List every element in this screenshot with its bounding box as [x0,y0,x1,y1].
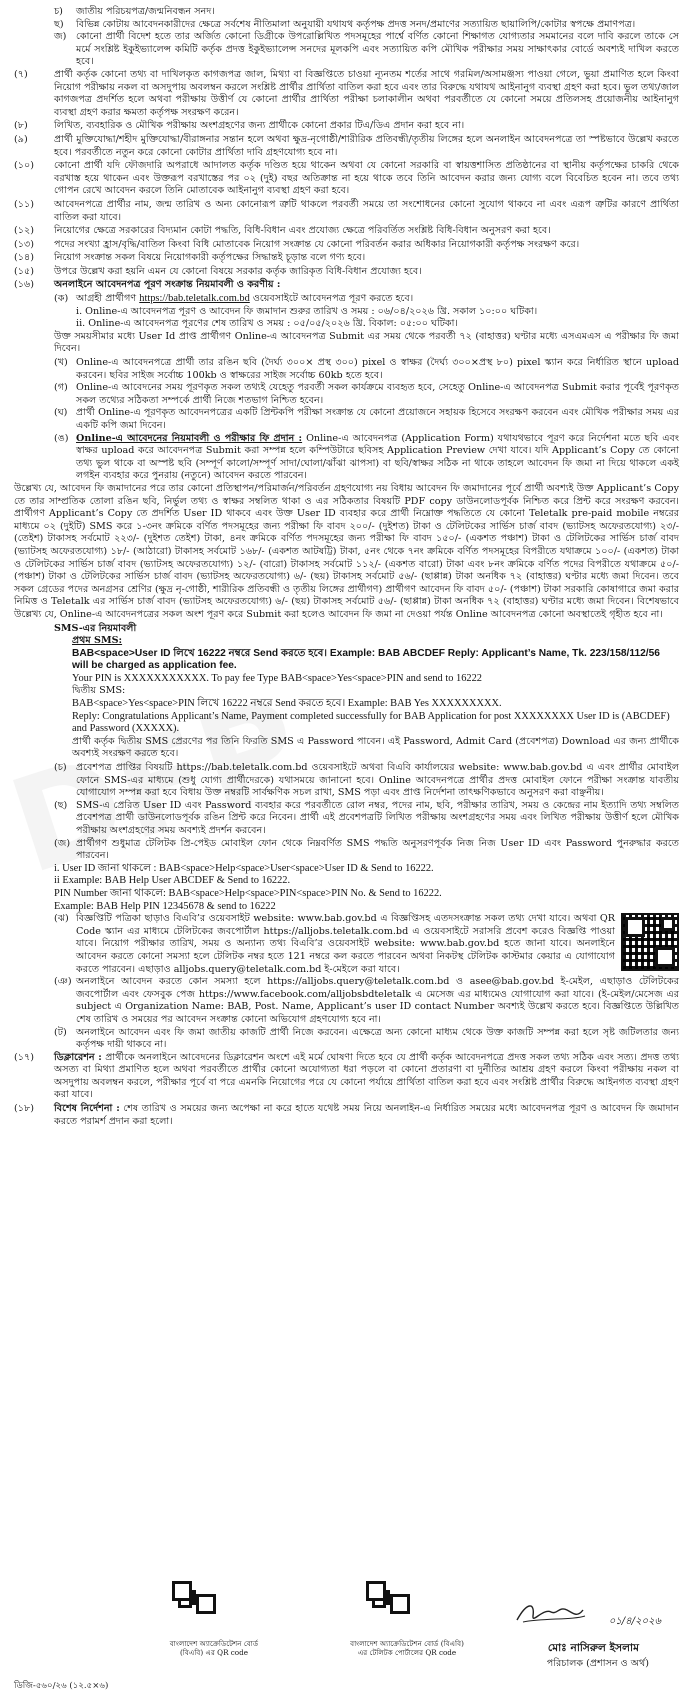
list-item: (জ) প্রার্থীগণ শুধুমাত্র টেলিটক প্রি-পেইড মোবাইল ফোন থেকে নিম্নবর্ণিত SMS পদ্ধতি অনুসরণপূর্বক নিজ নিজ User ID এবং Password পুনরুদ্ধার করতে পারবেন। [54,837,679,862]
list-item: (চ) প্রবেশপত্র প্রাপ্তির বিষয়টি https://bab.teletalk.com.bd ওয়েবসাইটে অথবা বিএবি কার্যালয়ের website: www.bab.gov.bd এ এবং প্রার্থীর মোবাইল ফোনে SMS-এর মাধ্যমে (শুধু যোগ্য প্রার্থীদেরকে) যথাসময়ে জানানো হবে। Online আবেদনপত্রে প্রার্থীর প্রদত্ত মোবাইল ফোনে পরীক্ষা সংক্রান্ত যাবতীয় যোগাযোগ সম্পন্ন করা হবে বিধায় উক্ত নম্বরটি সার্বক্ষণিক সচল রাখা, SMS পড়া এবং প্রাপ্ত নির্দেশনা তাৎক্ষণিকভাবে অনুসরণ করা বাঞ্ছনীয়। [54,762,679,799]
numbered-items [14,69,679,279]
online-sub-items: (ক) আগ্রহী প্রার্থীগণ https://bab.teletalk.com.bd ওয়েবসাইটে আবেদনপত্র পূরণ করতে হবে। i. Online-এ আবেদনপত্র পূরণ ও আবেদন ফি জমাদান শুরুর তারিখ ও সময় : ০৬/০৪/২০২৬ খ্রি. সকাল ১০:০০ ঘটিকা। ii. Online-এ আবেদনপত্র পূরণের শেষ তারিখ ও সময় : ০৫/০৫/২০২৬ খ্রি. বিকাল: ০৫:০০ ঘটিকা। উক্ত সময়সীমার মধ্যে User Id প্রাপ্ত প্রার্থীগণ Online-এ আবেদনপত্র Submit এর সময় থেকে পরবর্তী ৭২ (বাহাত্তর) ঘণ্টার মধ্যে এসএমএস এ পরীক্ষার ফি জমা দিবেন। (খ) Online-এ আবেদনপত্রে প্রার্থী তার রঙিন ছবি (দৈর্ঘ্য ৩০০× প্রস্থ ৩০০) pixel ও স্বাক্ষর (দৈর্ঘ্য ৩০০×প্রস্থ ৮০) pixel স্ক্যান করে নির্ধারিত স্থানে upload করবেন। ছবির সাইজ সর্বোচ্চ 100kb ও স্বাক্ষরের সাইজ সর্বোচ্চ 60kb হতে হবে। (গ) Online-এ আবেদনের সময় পূরণকৃত সকল তথ্যই যেহেতু পরবর্তী সকল কার্যক্রমে ব্যবহৃত হবে, সেহেতু Online-এ আবেদনপত্র Submit করার পূর্বেই পূরণকৃত সকল তথ্যের সঠিকতা সম্পর্কে প্রার্থী নিজে শতভাগ নিশ্চিত হবেন। (ঘ) প্রার্থী Online-এ পূরণকৃত আবেদনপত্রের একটি প্রিন্টকপি পরীক্ষা সংক্রান্ত যে কোনো প্রয়োজনে সহায়ক হিসেবে সংরক্ষণ করবেন এবং মৌখিক পরীক্ষার সময় এর একটি কপি জমা দিবেন। (ঙ) Online-এ আবেদনের নিয়মাবলী ও পরীক্ষার ফি প্রদান : Online-এ আবেদনপত্র (Application Form) যথাযথভাবে পূরণ করে নির্দেশনা মতে ছবি এবং স্বাক্ষর upload করে আবেদনপত্র Submit করা সম্পন্ন হলে কম্পিউটারে ছবিসহ Application Preview দেখা যাবে। যদি Applicant’s Copy তে কোনো তথ্য ভুল থাকে বা অস্পষ্ট ছবি (সম্পূর্ণ কালো/সম্পূর্ণ সাদা/ঘোলা/ঝাঁঝা ঝাপসা) বা ছবি/স্বাক্ষর সঠিক না থাকে তাহলে আবেদন ফি জমা না দিয়ে থাকলে একই লগইন ব্যবহার করে পুনরায় (নতুনে) আবেদন করতে পারবেন। [54,293,679,482]
bab-qr-code-icon[interactable] [192,1590,196,1605]
teletalk-link[interactable]: https://bab.teletalk.com.bd [139,293,250,305]
list-item: (১৫) উপরে উল্লেখ করা হয়নি এমন যে কোনো বিষয়ে সরকার কর্তৃক জারিকৃত বিধি-বিধান প্রযোজ্য হবে। [14,265,422,277]
sub-items-3 [14,913,679,1052]
list-item: (গ) Online-এ আবেদনের সময় পূরণকৃত সকল তথ্যই যেহেতু পরবর্তী সকল কার্যক্রমে ব্যবহৃত হবে, সেহেতু Online-এ আবেদনপত্র Submit করার পূর্বেই পূরণকৃত সকল তথ্যের সঠিকতা সম্পর্কে প্রার্থী নিজে শতভাগ নিশ্চিত হবেন। [54,382,679,406]
first-sms-heading: প্রথম SMS: [72,635,123,647]
list-item: (১০) কোনো প্রার্থী যদি ফৌজদারি অপরাধে আদালত কর্তৃক দণ্ডিত হয়ে থাকেন অথবা যে কোনো সরকারি বা স্বায়ত্তশাসিত প্রতিষ্ঠানের বা স্থানীয় কর্তৃপক্ষের চাকরি থেকে বরখাস্ত হয়ে থাকেন এবং উক্তরূপ বরখাস্তের পর ০২ (দুই) বছর অতিক্রান্ত না হয়ে থাকে তবে তিনি আবেদন করার জন্য যোগ্য বলে বিবেচিত হবেন না। তবে তথ্য গোপন রেখে আবেদন করলে তিনি মোতাবেক আইনানুগ ব্যবস্থা গ্রহণ করা হবে। [14,160,679,197]
list-item: জ) কোনো প্রার্থী বিদেশ হতে তার অর্জিত কোনো ডিগ্রীকে উপরোল্লিখিত পদসমূহের পার্শ্বে বর্ণিত কোনো শিক্ষাগত যোগ্যতার সমমানের বলে দাবি করলে তাকে সে মর্মে সংশ্লিষ্ট ইকুইভ্যালেন্স কমিটি কর্তৃক প্রদত্ত ইকুইভ্যালেন্স সনদের মূলকপি এবং সত্যায়িত কপি মৌখিক পরীক্ষার সময় সাক্ষাৎকার বোর্ডে অবশ্যই দাখিল করতে হবে। [54,31,679,68]
section-heading: অনলাইনে আবেদনপত্র পূরণ সংক্রান্ত নিয়মাবলী ও করণীয় : [54,279,281,291]
sms-heading: SMS-এর নিয়মাবলী [54,622,137,634]
signature-date: ০১/৪/২০২৬ [608,1616,661,1627]
list-item: (ক) আগ্রহী প্রার্থীগণ https://bab.teletalk.com.bd ওয়েবসাইটে আবেদনপত্র পূরণ করতে হবে। [54,293,414,305]
sms-section: SMS-এর নিয়মাবলী প্রথম SMS: BAB<space>User ID লিখে 16222 নম্বরে Send করতে হবে। Example: BAB ABCDEF Reply: Applicant’s Name, Tk. 223/158/112/56 will be charged as application fee. Your PIN is XXXXXXXXXXX. To pay fee Type BAB<space>Yes<space>PIN and send to 16222 দ্বিতীয় SMS: BAB<space>Yes<space>PIN লিখে 16222 নম্বরে Send করতে হবে। Example: BAB Yes XXXXXXXXX. Reply: Congratulations Applicant’s Name, Payment completed successfully for BAB Application for post XXXXXXXX User ID is (ABCDEF) and Password (XXXXX). প্রার্থী কর্তৃক দ্বিতীয় SMS প্রেরণের পর তিনি ফিরতি SMS এ Password পাবেন। এই Password, Admit Card (প্রবেশপত্র) Download এর জন্য প্রার্থীকে অবশ্যই সংরক্ষণ করতে হবে। [54,622,679,760]
signatory-name: মোঃ নাসিরুল ইসলাম [547,1642,639,1654]
list-item: (৮) লিখিত, ব্যবহারিক ও মৌখিক পরীক্ষায় অংশগ্রহণের জন্য প্রার্থীকে কোনো প্রকার টিএ/ডিএ প্রদান করা হবে না। [14,120,465,132]
list-item: (ঘ) প্রার্থী Online-এ পূরণকৃত আবেদনপত্রের একটি প্রিন্টকপি পরীক্ষা সংক্রান্ত যে কোনো প্রয়োজনে সহায়ক হিসেবে সংরক্ষণ করবেন এবং মৌখিক পরীক্ষার সময় এর একটি কপি জমা দিবেন। [54,407,679,431]
signature-icon [513,1598,623,1628]
recovery-lines: i. User ID জানা থাকলে : BAB<space>Help<space>User<space>User ID & Send to 16222. ii Example: BAB Help User ABCDEF & Send to 16222. PIN Number জানা থাকলে: BAB<space>Help<space>PIN<space>PIN No. & Send to 16222. Example: BAB Help PIN 12345678 & send to 16222 [54,862,442,912]
list-item: ছ) বিভিন্ন কোটায় আবেদনকারীদের ক্ষেত্রে সর্বশেষ নীতিমালা অনুযায়ী যথাযথ কর্তৃপক্ষ প্রদত্ত সনদ/প্রমাণের সত্যায়িত ছায়ালিপি/কোটার স্বপক্ষে প্রমাণপত্র। [54,18,636,30]
list-item: (ঞ) অনলাইনে আবেদন করতে কোন সমস্যা হলে https://alljobs.query@teletalk.com.bd ও asee@bab.gov.bd ই-মেইল, এছাড়াও টেলিটকের জবপোর্টাল এবং ফেসবুক পেজ https://www.facebook.com/alljobsbdteletalk এ মেসেজ এর মাধ্যমেও যোগাযোগ করা যাবে। (ই-মেইল/মেসেজ এর subject এ Organization Name: BAB, Post. Name, Applicant’s user ID contact Number অবশ্যই উল্লেখ করতে হবে। বিজ্ঞপ্তিতে উল্লিখিত শেষ তারিখ ও সময়ের পর আবেদন সংক্রান্ত কোনো অভিযোগ গ্রহণযোগ্য হবে না। [54,976,679,1025]
list-item: (৭) প্রার্থী কর্তৃক কোনো তথ্য বা দাখিলকৃত কাগজপত্র জাল, মিথ্যা বা বিজ্ঞপ্তিতে চাওয়া ন্যূনতম শর্তের সাথে গরমিল/অসামঞ্জস্য পাওয়া গেলে, ভুয়া প্রমাণিত হলে কিংবা নিয়োগ পরীক্ষায় নকল বা অসদুপায় অবলম্বন করলে সংশ্লিষ্ট প্রার্থীর প্রার্থিতা বাতিল করা হবে এবং তার বিরুদ্ধে যথাযথ আইনানুগ ব্যবস্থা গ্রহণ করা হবে। ভুল তথ্য/জাল কাগজপত্র প্রদর্শিত হলে অথবা পরীক্ষায় উত্তীর্ণ যে কোনো প্রার্থীর প্রার্থিতা পরীক্ষা চলাকালীন অথবা পরবর্তীতে যে কোনো সময়ে প্রতিলসহ প্রয়োজনীয় আইনানুগ ব্যবস্থা গ্রহণ করার ক্ষমতা কর্তৃপক্ষ সংরক্ষণ করেন। [14,68,679,118]
list-item: (ট) অনলাইনে আবেদন এবং ফি জমা জাতীয় কাজটি প্রার্থী নিজে করবেন। এক্ষেত্রে অন্য কোনো মাধ্যম থেকে উক্ত কাজটি সম্পন্ন করা হলে সৃষ্ট জটিলতার জন্য কর্তৃপক্ষ দায়ী থাকবে না। [54,1026,679,1051]
end-date-line: ii. Online-এ আবেদনপত্র পূরণের শেষ তারিখ ও সময় : ০৫/০৫/২০২৬ খ্রি. বিকাল: ০৫:০০ ঘটিকা। [76,318,458,330]
special-instruction-item: (১৮) বিশেষ নির্দেশনা : শেষ তারিখ ও সময়ের জন্য অপেক্ষা না করে হাতে যথেষ্ট সময় নিয়ে অনলাইন-এ নির্ধারিত সময়ের মধ্যে আবেদনপত্র পূরণ ও আবেদন ফি জমাদান করতে পরামর্শ প্রদান করা হলো। [14,1103,679,1127]
list-item: (ঙ) Online-এ আবেদনের নিয়মাবলী ও পরীক্ষার ফি প্রদান : Online-এ আবেদনপত্র (Application Form) যথাযথভাবে পূরণ করে নির্দেশনা মতে ছবি এবং স্বাক্ষর upload করে আবেদনপত্র Submit করা সম্পন্ন হলে কম্পিউটারে ছবিসহ Application Preview দেখা যাবে। যদি Applicant’s Copy তে কোনো তথ্য ভুল থাকে বা অস্পষ্ট ছবি (সম্পূর্ণ কালো/সম্পূর্ণ সাদা/ঘোলা/ঝাঁঝা ঝাপসা) বা ছবি/স্বাক্ষর সঠিক না থাকে তাহলে আবেদন ফি জমা না দিয়ে থাকলে একই লগইন ব্যবহার করে পুনরায় (নতুনে) আবেদন করতে পারবেন। [54,432,679,482]
qr-caption: বাংলাদেশ অ্যাক্রেডিটেশন বোর্ড (বিএবি) এর QR code [169,1639,259,1657]
reference-number: ডিজি-৫৬০/২৬ (১২.৫×৬) [14,1681,109,1691]
second-sms-heading: দ্বিতীয় SMS: [72,685,126,697]
footer [14,1588,679,1692]
online-application-section: (১৬) অনলাইনে আবেদনপত্র পূরণ সংক্রান্ত নিয়মাবলী ও করণীয় : [14,279,679,292]
teletalk-qr-code-icon[interactable] [386,1590,390,1605]
qr-caption: বাংলাদেশ অ্যাক্রেডিটেশন বোর্ড (বিএবি) এর টেলিটক পোর্টালের QR code [350,1639,464,1657]
watermark [15,735,297,837]
website-qr-code-icon[interactable] [621,913,679,971]
declaration-item: (১৭) ডিক্লারেশন : প্রার্থীকে অনলাইনে আবেদনের ডিক্লারেশন অংশে এই মর্মে ঘোষণা দিতে হবে যে প্রার্থী কর্তৃক আবেদনপত্রে প্রদত্ত সকল তথ্য সঠিক এবং সত্য। প্রদত্ত তথ্য অসত্য বা মিথ্যা প্রমাণিত হলে অথবা পরবর্তীতে প্রার্থীর কোনো অযোগ্যতা ধরা পড়লে বা কোনো প্রতারণা বা দুর্নীতির আশ্রয় গ্রহণ করলে কিংবা পরীক্ষায় নকল বা অসদুপায় অবলম্বন করলে, পরীক্ষার পূর্বে বা পরে এমনকি নিয়োগের পরে যে কোনো পর্যায়ে প্রার্থিতা বাতিল করা হবে এবং সংশ্লিষ্ট প্রার্থীর বিরুদ্ধে আইনগত ব্যবস্থা গ্রহণ করা যাবে। [14,1051,679,1101]
list-item: (১১) আবেদনপত্রে প্রার্থীর নাম, জন্ম তারিখ ও অন্য কোনোরূপ ত্রুটি থাকলে পরবর্তী সময়ে তা সংশোধনের কোনো সুযোগ থাকবে না এবং এরূপ ত্রুটির কারণে প্রার্থিতা বাতিল করা যাবে। [14,198,679,223]
list-item: (ঝ) বিজ্ঞপ্তিটি পত্রিকা ছাড়াও বিএবি’র ওয়েবসাইট website: www.bab.gov.bd এ বিজ্ঞপ্তিসহ এতদসংক্রান্ত সকল তথ্য দেখা যাবে। অথবা QR Code স্ক্যান এর মাধ্যমে টেলিটকের জবপোর্টাল https://alljobs.teletalk.com.bd এ ওয়েবসাইটে সরাসরি প্রবেশ করেও বিজ্ঞপ্তি পাওয়া যাবে। নিয়োগ পরীক্ষার তারিখ, সময় ও অন্যান্য তথ্য বিএবি’র ওয়েবসাইট website: www.bab.gov.bd হতে জানা যাবে। অনলাইনে আবেদন করতে কোনো সমস্যা হলে টেলিটক নম্বর হতে 121 নম্বরে কল করতে পারবেন অথবা নিকটস্থ টেলিটক কাস্টমার কেয়ার এ যোগাযোগ করতে পারবেন। এছাড়াও alljobs.query@teletalk.com.bd ই-মেইলে করা যাবে। [54,913,679,976]
list-item: (ছ) SMS-এ প্রেরিত User ID এবং Password ব্যবহার করে পরবর্তীতে রোল নম্বর, পদের নাম, ছবি, পরীক্ষার তারিখ, সময় ও কেন্দ্রের নাম ইত্যাদি তথ্য সম্বলিত প্রবেশপত্র প্রার্থী ডাউনলোডপূর্বক রঙিন প্রিন্ট করে নিবেন। প্রার্থী এই প্রবেশপত্রটি লিখিত পরীক্ষায় অংশগ্রহণের সময় এবং লিখিত পরীক্ষায় উত্তীর্ণ হলে মৌখিক পরীক্ষায় অংশগ্রহণের সময় অবশ্যই প্রদর্শন করবেন। [54,799,679,836]
list-item: (১২) নিয়োগের ক্ষেত্রে সরকারের বিদ্যমান কোটা পদ্ধতি, বিধি-বিধান এবং প্রযোজ্য ক্ষেত্রে পরিবর্তিত সংশ্লিষ্ট বিধি-বিধান অনুসরণ করা হবে। [14,225,551,237]
list-item: চ) জাতীয় পরিচয়পত্র/জন্মনিবন্ধন সনদ। [54,6,215,17]
fee-paragraph: উল্লেখ্য যে, আবেদন ফি জমাদানের পরে তার কোনো প্রতিস্থাপন/পরিমার্জন/পরিবর্তন গ্রহণযোগ্য নয় বিধায় আবেদন ফি জমাদানের পূর্বে প্রার্থী অবশ্যই উক্ত Applicant’s Copy তে তার সাম্প্রতিক তোলা রঙিন ছবি, নির্ভুল তথ্য ও স্বাক্ষর সম্বলিত থাকা ও এর সঠিকতার বিষয়টি PDF copy ডাউনলোডপূর্বক নিশ্চিত করে প্রিন্ট করে সংরক্ষণ করবেন। প্রার্থীগণ Applicant’s Copy তে প্রদর্শিত User ID থাকবে এবং উক্ত User ID ব্যবহার করে প্রার্থী নিম্নোক্ত পদ্ধতিতে যে কোনো Teletalk pre-paid mobile নম্বরের মাধ্যমে ০২ (দুইটি) SMS করে ১-৩নং ক্রমিকে বর্ণিত পদসমূহের জন্য পরীক্ষা ফি বাবদ ২০০/- (দুইশত) টাকা ও টেলিটকের সার্ভিস চার্জ বাবদ (ভ্যাটসহ অফেরতযোগ্য) ২৩/- (তেইশ) টাকাসহ সর্বমোট ২২৩/- (দুইশত তেইশ) টাকা, ৪নং ক্রমিকে বর্ণিত পদসমূহের জন্য পরীক্ষা ফি বাবদ ১৫০/- (একশত পঞ্চাশ) টাকা ও টেলিটকের সার্ভিস চার্জ বাবদ (ভ্যাটসহ অফেরতযোগ্য) ১৮/- (আঠারো) টাকাসহ সর্বমোট ১৬৮/- (একশত আটষট্টি) টাকা, ৫নং থেকে ৭নং ক্রমিকে বর্ণিত পদসমূহের বিপরীতে যথাক্রমে ১০০/- (একশত) টাকা ও টেলিটকের সার্ভিস চার্জ বাবদ (ভ্যাটসহ অফেরতযোগ্য) ১২/- (বারো) টাকাসহ সর্বমোট ১১২/- (একশত বারো) টাকা এবং ৮নং ক্রমিকে বর্ণিত পদের বিপরীতে যথাক্রমে ৫০/- (পঞ্চাশ) টাকা ও টেলিটকের সার্ভিস চার্জ বাবদ (ভ্যাটসহ অফেরতযোগ্য) ৬/- (ছয়) টাকাসহ সর্বমোট ৫৬/- (ছাপ্পান্ন) টাকা অনধিক ৭২ (বাহাত্তর) ঘণ্টার মধ্যে জমা দিবেন। তবে সকল গ্রেডের পদের অনগ্রসর শ্রেণির (ক্ষুদ্র নৃ-গোষ্ঠী, শারীরিক প্রতিবন্ধী ও তৃতীয় লিঙ্গের প্রার্থীগণ) প্রার্থীগণ আবেদন ফি বাবদ ৫০/- (পঞ্চাশ) টাকা সরকারি কোষাগারে জমা করার নিমিত্ত ও Teletalk এর সার্ভিস চার্জ বাবদ (ভ্যাটসহ অফেরতযোগ্য) ৬/- (ছয়) টাকাসহ সর্বমোট ৫৬/- (ছাপ্পান্ন) টাকা অনধিক ৭২ (বাহাত্তর) ঘণ্টার মধ্যে জমা দিবেন। বিশেষভাবে উল্লেখ্য যে, Online-এ আবেদনপত্রের সকল অংশ পূরণ করে Submit করা হলেও আবেদন ফি জমা না দেওয়া পর্যন্ত Online আবেদনপত্র কোনো অবস্থাতেই গৃহীত হবে না। [14,482,679,620]
list-item: (৯) প্রার্থী মুক্তিযোদ্ধা/শহীদ মুক্তিযোদ্ধা/বীরাঙ্গনার সন্তান হলে অথবা ক্ষুদ্র-নৃগোষ্ঠী/শারীরিক প্রতিবন্ধী/তৃতীয় লিঙ্গের হলে অনলাইন আবেদনপত্রে তা স্পষ্টভাবে উল্লেখ করতে হবে। পরবর্তীতে নতুন করে কোনো কোটার প্রার্থিতা দাবি গ্রহণযোগ্য হবে না। [14,133,679,158]
start-date-line: i. Online-এ আবেদনপত্র পূরণ ও আবেদন ফি জমাদান শুরুর তারিখ ও সময় : ০৬/০৪/২০২৬ খ্রি. সকাল ১০:০০ ঘটিকা। [76,305,538,317]
fee-heading: Online-এ আবেদনের নিয়মাবলী ও পরীক্ষার ফি প্রদান : [76,432,303,444]
first-sms-line: BAB<space>User ID লিখে 16222 নম্বরে Send করতে হবে। Example: BAB ABCDEF Reply: Applicant’s Name, Tk. 223/158/112/56 will be charged as application fee. [72,647,660,672]
top-sub-items [14,6,679,69]
signatory-designation: পরিচালক (প্রশাসন ও অর্থ) [546,1658,649,1669]
list-item: (১৩) পদের সংখ্যা হ্রাস/বৃদ্ধি/বাতিল কিংবা বিধি মোতাবেক নিয়োগ সংক্রান্ত যে কোনো পরিবর্তন করার অধিকার নিয়োগকারী কর্তৃপক্ষ সংরক্ষণ করে। [14,238,580,250]
list-item: (১৪) নিয়োগ সংক্রান্ত সকল বিষয়ে নিয়োগকারী কর্তৃপক্ষের সিদ্ধান্তই চূড়ান্ত বলে গণ্য হবে। [14,252,366,264]
list-item: (খ) Online-এ আবেদনপত্রে প্রার্থী তার রঙিন ছবি (দৈর্ঘ্য ৩০০× প্রস্থ ৩০০) pixel ও স্বাক্ষর (দৈর্ঘ্য ৩০০×প্রস্থ ৮০) pixel স্ক্যান করে নির্ধারিত স্থানে upload করবেন। ছবির সাইজ সর্বোচ্চ 100kb ও স্বাক্ষরের সাইজ সর্বোচ্চ 60kb হতে হবে। [54,357,679,381]
